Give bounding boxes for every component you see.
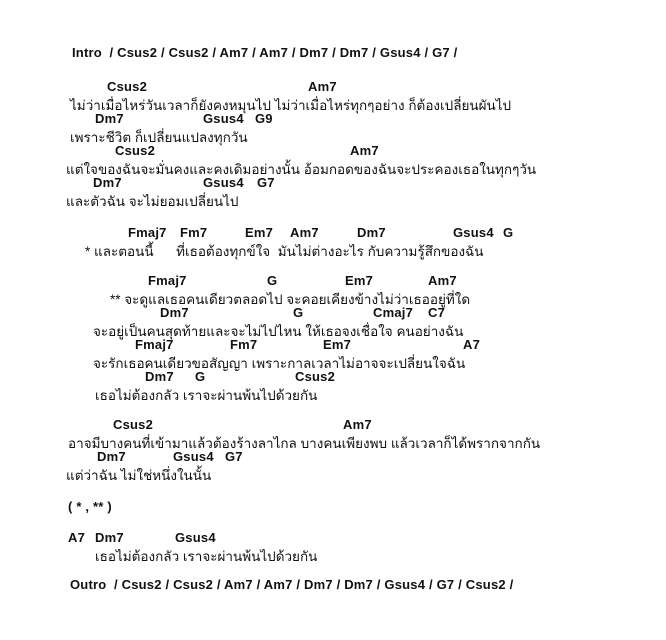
lyric-text: * และตอนนี้ ที่เธอต้องทุกข์ใจ มันไม่ต่างอะไร กับความรู้สึกของฉัน — [85, 244, 484, 259]
chord-symbol: G9 — [255, 111, 273, 126]
chord-symbol: Dm7 — [145, 369, 174, 384]
chord-symbol: Em7 — [245, 225, 274, 240]
lyric-line — [0, 352, 666, 371]
lyric-line — [0, 126, 666, 145]
section-heading-line — [0, 577, 666, 593]
lyric-line — [0, 384, 666, 403]
section-label: Intro / Csus2 / Csus2 / Am7 / Am7 / Dm7 / Dm7 / Gsus4 / G7 / — [72, 45, 458, 60]
lyric-text: ** จะดูแลเธอคนเดียวตลอดไป จะคอยเคียงข้างไม่ว่าเธออยู่ที่ใด — [110, 292, 471, 307]
lyric-text: เพราะชีวิต ก็เปลี่ยนแปลงทุกวัน — [70, 130, 248, 145]
chord-line — [0, 273, 666, 289]
chord-symbol: Am7 — [308, 79, 337, 94]
chord-symbol: Dm7 — [95, 111, 124, 126]
chord-symbol: Dm7 — [160, 305, 189, 320]
chord-line — [0, 305, 666, 321]
chord-symbol: C7 — [428, 305, 446, 320]
lyric-text: เธอไม่ต้องกลัว เราจะผ่านพ้นไปด้วยกัน — [95, 549, 318, 564]
chord-symbol: Fm7 — [230, 337, 258, 352]
chord-symbol: Am7 — [290, 225, 319, 240]
chord-symbol: A7 — [68, 530, 86, 545]
section-heading-line — [0, 499, 666, 515]
lyric-line — [0, 320, 666, 339]
lyric-line — [0, 190, 666, 209]
chord-symbol: G7 — [257, 175, 275, 190]
lyric-text: เธอไม่ต้องกลัว เราจะผ่านพ้นไปด้วยกัน — [95, 388, 318, 403]
chord-symbol: Dm7 — [357, 225, 386, 240]
chord-line — [0, 449, 666, 465]
chord-symbol: Am7 — [428, 273, 457, 288]
chord-symbol: Gsus4 — [453, 225, 494, 240]
section-heading-line — [0, 45, 666, 61]
chord-symbol: Am7 — [343, 417, 372, 432]
chord-symbol: Csus2 — [295, 369, 336, 384]
chord-line — [0, 530, 666, 546]
chord-line — [0, 417, 666, 433]
lyric-text: แต่ว่าฉัน ไม่ใช่หนึ่งในนั้น — [66, 468, 212, 483]
chord-symbol: Csus2 — [107, 79, 148, 94]
chord-line — [0, 369, 666, 385]
chord-symbol: Dm7 — [93, 175, 122, 190]
lyric-line — [0, 464, 666, 483]
lyric-text: จะอยู่เป็นคนสุดท้ายและจะไม่ไปไหน ให้เธอจงเชื่อใจ คนอย่างฉัน — [93, 324, 464, 339]
chord-line — [0, 175, 666, 191]
chord-symbol: Cmaj7 — [373, 305, 414, 320]
lyric-line — [0, 288, 666, 307]
chord-symbol: G — [503, 225, 514, 240]
chord-symbol: Dm7 — [97, 449, 126, 464]
chord-line — [0, 143, 666, 159]
lyric-line — [0, 240, 666, 259]
lyric-line — [0, 545, 666, 564]
chord-line — [0, 79, 666, 95]
chord-symbol: Csus2 — [115, 143, 156, 158]
chord-symbol: Fm7 — [180, 225, 208, 240]
chord-symbol: Em7 — [345, 273, 374, 288]
chord-symbol: Csus2 — [113, 417, 154, 432]
chord-symbol: Fmaj7 — [128, 225, 167, 240]
lyric-text: แต่ใจของฉันจะมั่นคงและคงเดิมอย่างนั้น อ้อมกอดของฉันจะประคองเธอในทุกๆวัน — [66, 162, 537, 177]
chord-symbol: Gsus4 — [175, 530, 216, 545]
chord-symbol: G — [267, 273, 278, 288]
lyric-text: จะรักเธอคนเดียวขอสัญญา เพราะกาลเวลาไม่อาจจะเปลี่ยนใจฉัน — [93, 356, 466, 371]
lyric-line — [0, 94, 666, 113]
chord-symbol: Dm7 — [95, 530, 124, 545]
lyric-line — [0, 432, 666, 451]
lyric-text: ไม่ว่าเมื่อไหร่วันเวลาก็ยังคงหมุนไป ไม่ว่าเมื่อไหร่ทุกๆอย่าง ก็ต้องเปลี่ยนผันไป — [70, 98, 512, 113]
lyric-line — [0, 158, 666, 177]
chord-symbol: G — [195, 369, 206, 384]
chord-symbol: Fmaj7 — [148, 273, 187, 288]
chord-symbol: Gsus4 — [173, 449, 214, 464]
chord-symbol: G7 — [225, 449, 243, 464]
chord-line — [0, 111, 666, 127]
chord-symbol: Am7 — [350, 143, 379, 158]
chord-line — [0, 337, 666, 353]
chord-line — [0, 225, 666, 241]
chord-symbol: Fmaj7 — [135, 337, 174, 352]
chord-symbol: G — [293, 305, 304, 320]
chord-symbol: Gsus4 — [203, 111, 244, 126]
section-label: ( * , ** ) — [68, 499, 112, 514]
chord-symbol: A7 — [463, 337, 481, 352]
lyric-text: และตัวฉัน จะไม่ยอมเปลี่ยนไป — [66, 194, 239, 209]
section-label: Outro / Csus2 / Csus2 / Am7 / Am7 / Dm7 / Dm7 / Gsus4 / G7 / Csus2 / — [70, 577, 514, 592]
lyric-text: อาจมีบางคนที่เข้ามาแล้วต้องร้างลาไกล บางคนเพียงพบ แล้วเวลาก็ได้พรากจากกัน — [68, 436, 541, 451]
chord-symbol: Gsus4 — [203, 175, 244, 190]
chord-symbol: Em7 — [323, 337, 352, 352]
